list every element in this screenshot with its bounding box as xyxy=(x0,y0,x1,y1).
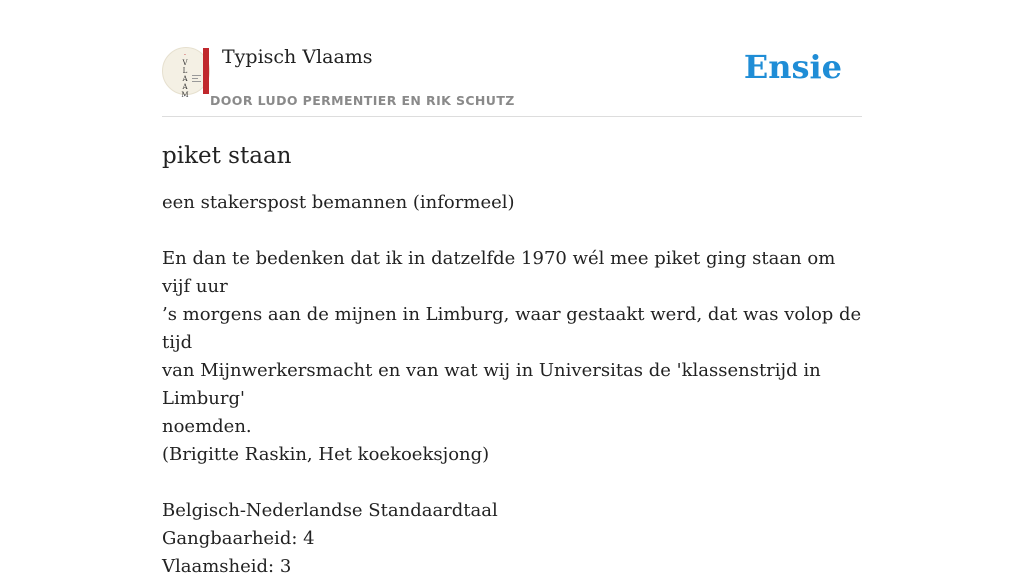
brand-logo-link[interactable]: Ensie xyxy=(743,48,842,86)
example-line: van Mijnwerkersmacht en van wat wij in Universitas de 'klassenstrijd in Limburg' xyxy=(162,360,821,409)
book-logo-icon[interactable] xyxy=(162,47,210,99)
logo-stripe xyxy=(203,48,209,94)
entry-body xyxy=(162,189,862,581)
vlaamsheid-label: Vlaamsheid: 3 xyxy=(162,556,292,577)
byline: DOOR LUDO PERMENTIER EN RIK SCHUTZ xyxy=(210,93,515,108)
gangbaarheid-label: Gangbaarheid: 4 xyxy=(162,528,315,549)
example-source: (Brigitte Raskin, Het koekoeksjong) xyxy=(162,444,490,465)
page xyxy=(162,0,862,581)
definition: een stakerspost bemannen (informeel) xyxy=(162,192,515,213)
spacer xyxy=(162,217,862,245)
entry-title: piket staan xyxy=(162,143,292,169)
logo-lines xyxy=(192,75,201,84)
site-title-link[interactable]: Typisch Vlaams xyxy=(222,46,373,68)
spacer xyxy=(162,469,862,497)
example-line: ’s morgens aan de mijnen in Limburg, waar gestaakt werd, dat was volop de tijd xyxy=(162,304,862,353)
example-line: En dan te bedenken dat ik in datzelfde 1970 wél mee piket ging staan om vijf uur xyxy=(162,248,836,297)
logo-lettering: · V L A A M xyxy=(181,51,189,99)
header xyxy=(162,0,862,117)
language-label: Belgisch-Nederlandse Standaardtaal xyxy=(162,500,498,521)
example-line: noemden. xyxy=(162,416,252,437)
